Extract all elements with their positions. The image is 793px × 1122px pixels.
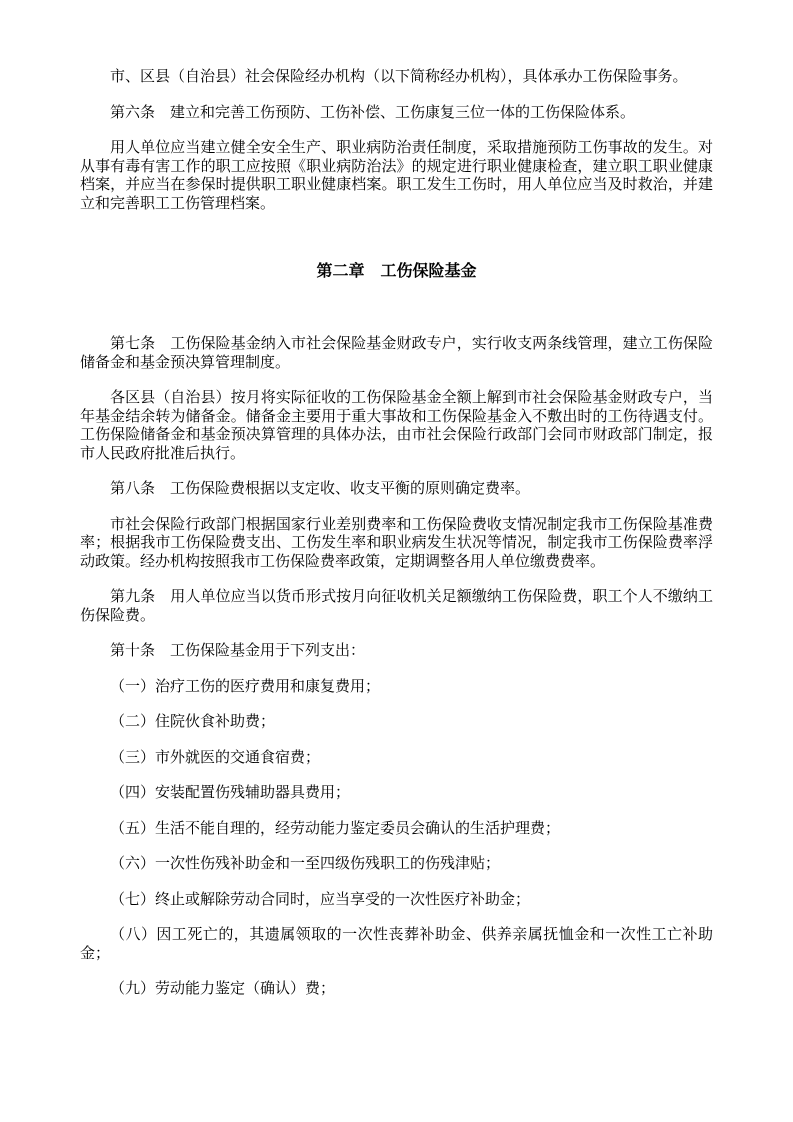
- list-item-5: （五）生活不能自理的，经劳动能力鉴定委员会确认的生活护理费；: [110, 820, 561, 837]
- list-item-6: （六）一次性伤残补助金和一至四级伤残职工的伤残津贴；: [110, 856, 501, 872]
- list-item-7: （七）终止或解除劳动合同时，应当享受的一次性医疗补助金；: [110, 891, 531, 908]
- list-item-2: （二）住院伙食补助费；: [110, 714, 276, 730]
- chapter-heading: 第二章 工伤保险基金: [316, 263, 477, 280]
- article-paragraph-6: 第六条 建立和完善工伤预防、工伤补偿、工伤康复三位一体的工伤保险体系。: [110, 104, 636, 121]
- list-item-3: （三）市外就医的交通食宿费；: [110, 749, 321, 766]
- list-item-8: （八）因工死亡的，其遗属领取的一次性丧葬补助金、供养亲属抚恤金和一次性工亡补助金；: [80, 927, 713, 962]
- article-paragraph-7: 第七条 工伤保险基金纳入市社会保险基金财政专户，实行收支两条线管理，建立工伤保险储备金和基金预决算管理制度。: [80, 336, 713, 371]
- article-paragraph-9: 第九条 用人单位应当以货币形式按月向征收机关足额缴纳工伤保险费，职工个人不缴纳工伤保险费。: [80, 589, 713, 624]
- article-paragraph-10: 第十条 工伤保险基金用于下列支出：: [110, 643, 366, 659]
- body-paragraph-rate-policy: 市社会保险行政部门根据国家行业差别费率和工伤保险费收支情况制定我市工伤保险基准费率；根据我市工伤保险费支出、工伤发生率和职业病发生状况等情况，制定我市工伤保险费率浮动政策。经办机构按照我市工伤保险费率政策，定期调整各用人单位缴费费率。: [80, 516, 713, 570]
- body-paragraph-fund-transfer: 各区县（自治县）按月将实际征收的工伤保险基金全额上解到市社会保险基金财政专户，当年基金结余转为储备金。储备金主要用于重大事故和工伤保险基金入不敷出时的工伤待遇支付。工伤保险储备金和基金预决算管理的具体办法，由市社会保险行政部门会同市财政部门制定，报市人民政府批准后执行。: [80, 390, 713, 462]
- body-paragraph-employer-duty: 用人单位应当建立健全安全生产、职业病防治责任制度，采取措施预防工伤事故的发生。对从事有毒有害工作的职工应按照《职业病防治法》的规定进行职业健康检查，建立职工职业健康档案，并应当在参保时提供职工职业健康档案。职工发生工伤时，用人单位应当及时救治，并建立和完善职工工伤管理档案。: [80, 140, 713, 212]
- list-item-9: （九）劳动能力鉴定（确认）费；: [110, 981, 336, 997]
- list-item-4: （四）安装配置伤残辅助器具费用；: [110, 785, 351, 801]
- list-item-1: （一）治疗工伤的医疗费用和康复费用；: [110, 678, 381, 695]
- article-paragraph-8: 第八条 工伤保险费根据以支定收、收支平衡的原则确定费率。: [110, 481, 531, 497]
- body-paragraph-agency: 市、区县（自治县）社会保险经办机构（以下简称经办机构），具体承办工伤保险事务。: [110, 69, 688, 85]
